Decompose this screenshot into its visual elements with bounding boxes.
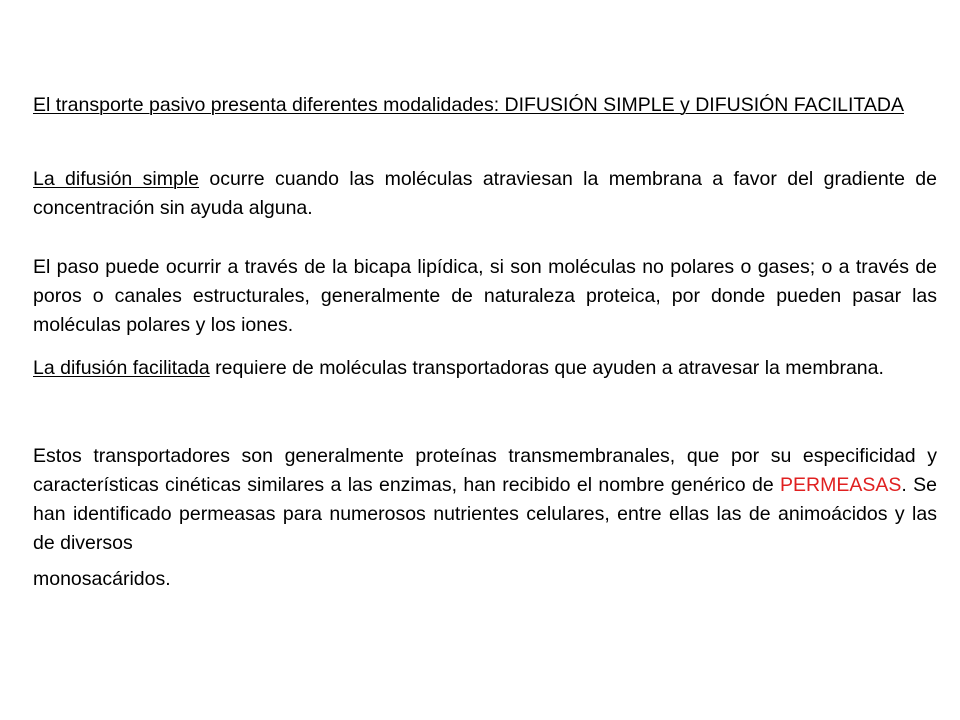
- passage-text: El paso puede ocurrir a través de la bicapa lipídica, si son moléculas no polares o gases; o a través de poros o canales estructurales, generalmente de naturaleza proteica, por donde pueden pasar las moléculas polares y los iones.: [33, 256, 937, 336]
- facilitated-diffusion-paragraph: [33, 354, 937, 383]
- simple-diffusion-term: La difusión simple: [33, 168, 199, 190]
- transporters-text-after: . Se han identificado permeasas para numerosos nutrientes celulares, entre ellas las de animoácidos y las de diversos: [33, 474, 938, 554]
- intro-text: El transporte pasivo presenta diferentes modalidades: DIFUSIÓN SIMPLE y DIFUSIÓN FACILITADA: [33, 94, 904, 116]
- simple-diffusion-paragraph: [33, 165, 937, 223]
- facilitated-diffusion-text: requiere de moléculas transportadoras que ayuden a atravesar la membrana.: [209, 357, 884, 379]
- passage-paragraph: [33, 253, 937, 340]
- permeasas-highlight: PERMEASAS: [780, 474, 902, 496]
- transporters-text-before: Estos transportadores son generalmente proteínas transmembranales, que por su especificidad y características cinéticas similares a las enzimas, han recibido el nombre genérico de: [33, 445, 937, 496]
- transporters-paragraph: [33, 442, 937, 594]
- simple-diffusion-text: ocurre cuando las moléculas atraviesan la membrana a favor del gradiente de concentración sin ayuda alguna.: [33, 168, 937, 219]
- transporters-last-line: monosacáridos.: [33, 568, 171, 590]
- facilitated-diffusion-term: La difusión facilitada: [33, 357, 210, 379]
- intro-paragraph: [33, 91, 937, 120]
